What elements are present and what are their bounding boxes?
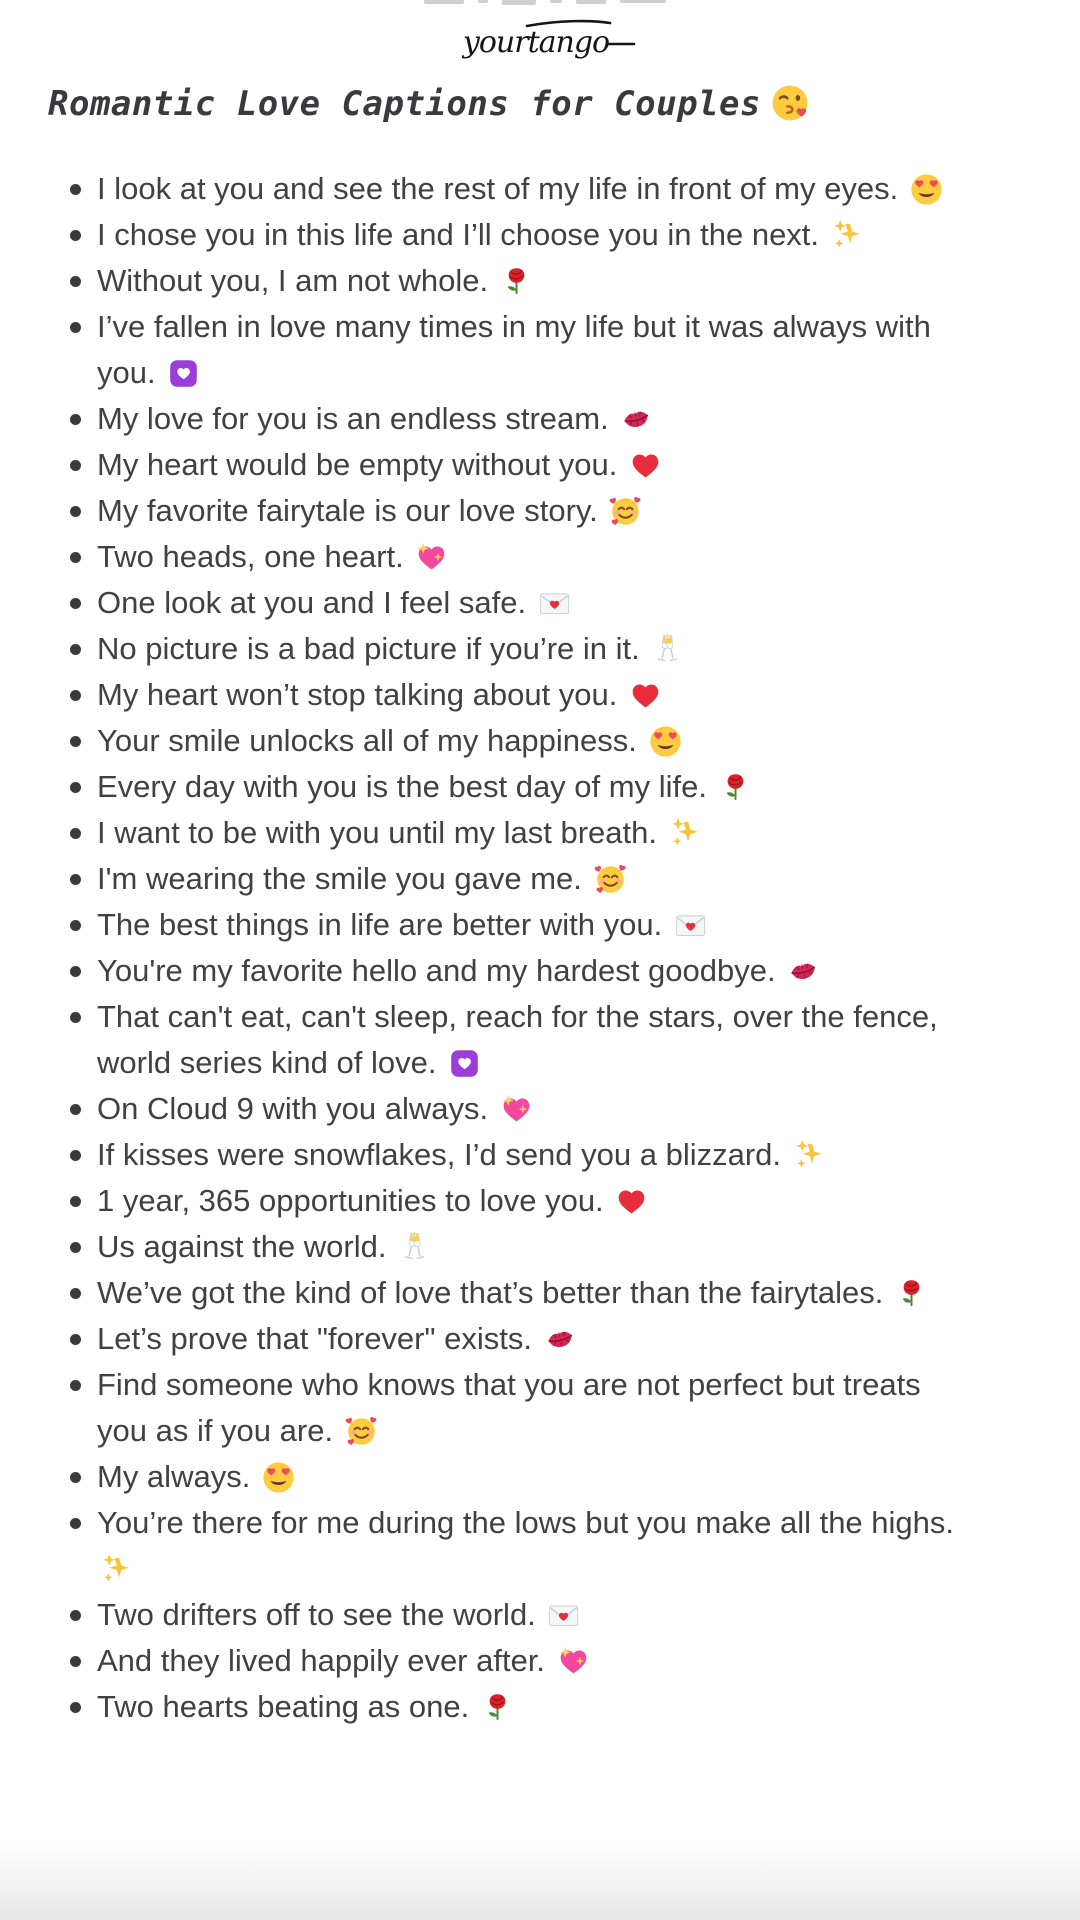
caption-item bbox=[67, 1132, 970, 1178]
rose-emoji bbox=[478, 1684, 514, 1730]
caption-text: Every day with you is the best day of my life. bbox=[97, 769, 707, 804]
caption-item bbox=[67, 626, 970, 672]
caption-text: Without you, I am not whole. bbox=[97, 263, 489, 298]
caption-text: My always. bbox=[97, 1459, 251, 1494]
caption-text: My favorite fairytale is our love story. bbox=[97, 493, 598, 528]
love-letter-emoji bbox=[671, 902, 707, 948]
heart-decoration-emoji bbox=[445, 1040, 481, 1086]
page-title bbox=[48, 84, 809, 124]
caption-item bbox=[67, 396, 970, 442]
smiling-face-with-hearts-emoji bbox=[342, 1408, 378, 1454]
caption-item bbox=[67, 1316, 970, 1362]
clinking-glasses-emoji bbox=[648, 626, 684, 672]
smiling-face-with-hearts-emoji bbox=[606, 488, 642, 534]
caption-item bbox=[67, 1362, 970, 1454]
caption-text: Let’s prove that "forever" exists. bbox=[97, 1321, 532, 1356]
sparkling-heart-emoji bbox=[554, 1638, 590, 1684]
heart-eyes-emoji bbox=[907, 166, 943, 212]
captions-list bbox=[67, 166, 970, 1730]
caption-text: Two hearts beating as one. bbox=[97, 1689, 470, 1724]
caption-text: One look at you and I feel safe. bbox=[97, 585, 527, 620]
bottom-fade-gradient bbox=[0, 1840, 1080, 1920]
caption-text: I'm wearing the smile you gave me. bbox=[97, 861, 582, 896]
kiss-mark-emoji bbox=[617, 396, 653, 442]
caption-item bbox=[67, 166, 970, 212]
yourtango-logo-icon bbox=[440, 14, 640, 66]
caption-item bbox=[67, 718, 970, 764]
caption-item bbox=[67, 304, 970, 396]
caption-text: You're my favorite hello and my hardest goodbye. bbox=[97, 953, 776, 988]
heart-decoration-emoji bbox=[164, 350, 200, 396]
svg-text:yourtango: yourtango bbox=[462, 25, 610, 60]
love-letter-emoji bbox=[544, 1592, 580, 1638]
caption-text: If kisses were snowflakes, I’d send you a blizzard. bbox=[97, 1137, 782, 1172]
clinking-glasses-emoji bbox=[395, 1224, 431, 1270]
caption-text: We’ve got the kind of love that’s better than the fairytales. bbox=[97, 1275, 884, 1310]
rose-emoji bbox=[497, 258, 533, 304]
page-title-text: Romantic Love Captions for Couples bbox=[48, 84, 761, 124]
caption-text: Us against the world. bbox=[97, 1229, 387, 1264]
caption-text: I want to be with you until my last breath. bbox=[97, 815, 657, 850]
caption-item bbox=[67, 948, 970, 994]
caption-text: I chose you in this life and I’ll choose you in the next. bbox=[97, 217, 820, 252]
caption-item bbox=[67, 488, 970, 534]
caption-item bbox=[67, 1454, 970, 1500]
caption-item bbox=[67, 1178, 970, 1224]
caption-text: My heart would be empty without you. bbox=[97, 447, 618, 482]
caption-item bbox=[67, 672, 970, 718]
smiling-face-with-hearts-emoji bbox=[591, 856, 627, 902]
title-emoji-slot bbox=[761, 84, 809, 124]
caption-text: 1 year, 365 opportunities to love you. bbox=[97, 1183, 604, 1218]
caption-item bbox=[67, 994, 970, 1086]
caption-text: Two heads, one heart. bbox=[97, 539, 404, 574]
caption-text: My heart won’t stop talking about you. bbox=[97, 677, 618, 712]
caption-text: I look at you and see the rest of my life in front of my eyes. bbox=[97, 171, 899, 206]
caption-item bbox=[67, 1500, 970, 1592]
sparkles-emoji bbox=[97, 1546, 133, 1592]
caption-text: You’re there for me during the lows but you make all the highs. bbox=[97, 1505, 955, 1540]
red-heart-emoji bbox=[626, 672, 662, 718]
caption-item bbox=[67, 1270, 970, 1316]
caption-item bbox=[67, 442, 970, 488]
caption-item bbox=[67, 258, 970, 304]
caption-item bbox=[67, 1684, 970, 1730]
red-heart-emoji bbox=[626, 442, 662, 488]
love-letter-emoji bbox=[535, 580, 571, 626]
rose-emoji bbox=[716, 764, 752, 810]
sparkles-emoji bbox=[790, 1132, 826, 1178]
caption-item bbox=[67, 1592, 970, 1638]
caption-text: Two drifters off to see the world. bbox=[97, 1597, 536, 1632]
sparkling-heart-emoji bbox=[412, 534, 448, 580]
caption-item bbox=[67, 1224, 970, 1270]
caption-text: My love for you is an endless stream. bbox=[97, 401, 609, 436]
caption-text: And they lived happily ever after. bbox=[97, 1643, 546, 1678]
top-cropped-fragment bbox=[424, 0, 666, 5]
caption-item bbox=[67, 810, 970, 856]
caption-item bbox=[67, 212, 970, 258]
sparkling-heart-emoji bbox=[497, 1086, 533, 1132]
caption-item bbox=[67, 1086, 970, 1132]
caption-text: That can't eat, can't sleep, reach for the stars, over the fence, world series kind of love. bbox=[97, 999, 938, 1080]
caption-item bbox=[67, 1638, 970, 1684]
caption-item bbox=[67, 902, 970, 948]
kiss-mark-emoji bbox=[784, 948, 820, 994]
heart-eyes-emoji bbox=[259, 1454, 295, 1500]
red-heart-emoji bbox=[612, 1178, 648, 1224]
caption-item bbox=[67, 856, 970, 902]
caption-text: Your smile unlocks all of my happiness. bbox=[97, 723, 637, 758]
caption-text: Find someone who knows that you are not perfect but treats you as if you are. bbox=[97, 1367, 921, 1448]
caption-text: No picture is a bad picture if you’re in it. bbox=[97, 631, 640, 666]
caption-item bbox=[67, 764, 970, 810]
sparkles-emoji bbox=[666, 810, 702, 856]
yourtango-logo bbox=[0, 14, 1080, 71]
caption-item bbox=[67, 580, 970, 626]
caption-item bbox=[67, 534, 970, 580]
caption-text: I’ve fallen in love many times in my life but it was always with you. bbox=[97, 309, 931, 390]
sparkles-emoji bbox=[828, 212, 864, 258]
caption-text: On Cloud 9 with you always. bbox=[97, 1091, 489, 1126]
rose-emoji bbox=[892, 1270, 928, 1316]
heart-eyes-emoji bbox=[646, 718, 682, 764]
caption-text: The best things in life are better with you. bbox=[97, 907, 663, 942]
kiss-mark-emoji bbox=[541, 1316, 577, 1362]
